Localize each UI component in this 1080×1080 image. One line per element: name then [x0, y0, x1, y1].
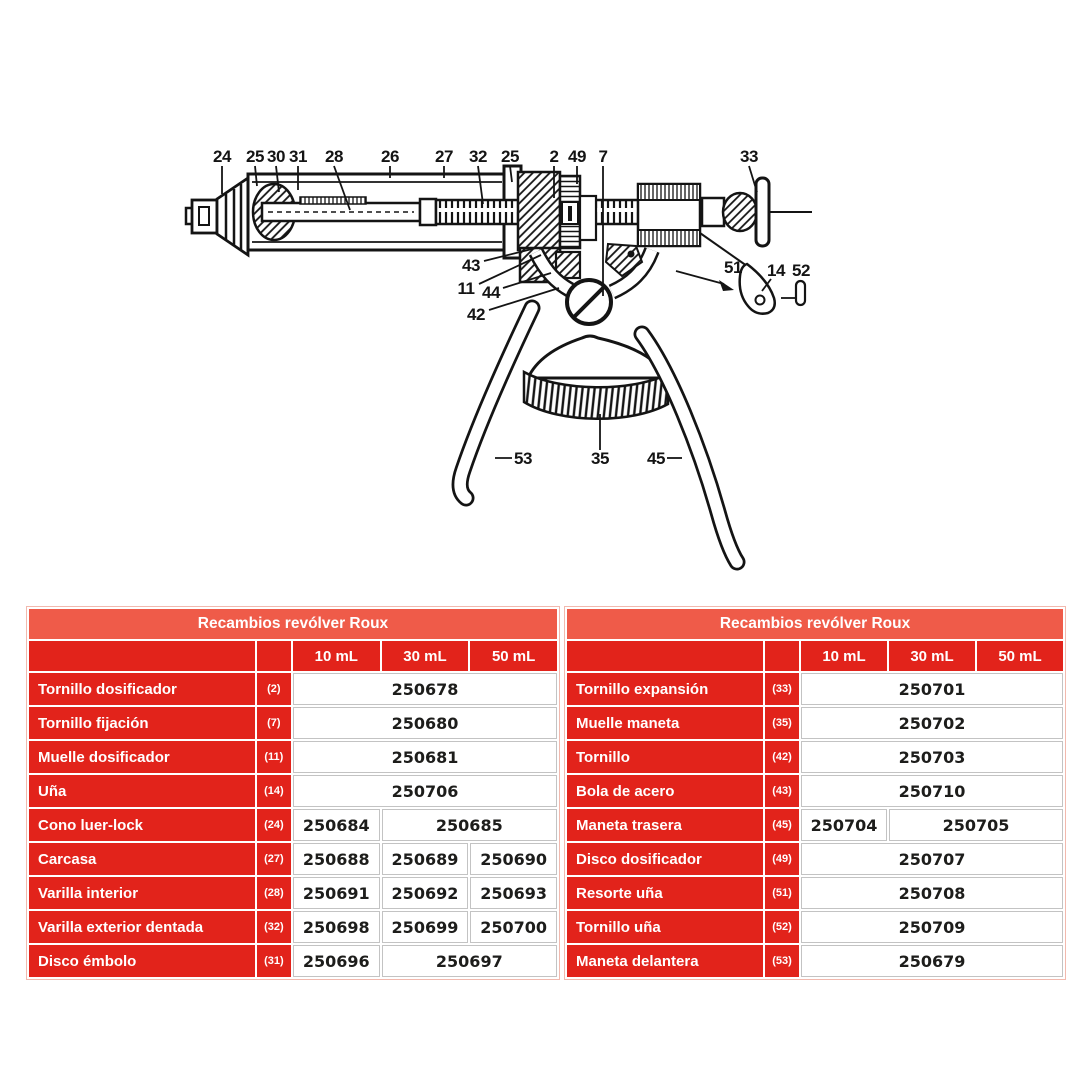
- part-name: Tornillo fijación: [29, 707, 255, 739]
- luer-lock-cone: [186, 178, 248, 255]
- parts-table-left: [26, 606, 560, 980]
- part-code: 250678: [293, 673, 557, 705]
- table-row: [29, 945, 557, 977]
- callout-label: 7: [598, 147, 608, 166]
- pivot-screw: [567, 280, 611, 324]
- part-ref: (42): [765, 741, 799, 773]
- knurled-nut: [638, 184, 700, 246]
- part-code: 250692: [382, 877, 469, 909]
- column-header-50ml: 50 mL: [470, 641, 557, 671]
- table-row: [567, 673, 1063, 705]
- part-code: 250697: [382, 945, 557, 977]
- callout-label: 52: [792, 261, 810, 280]
- part-name: Maneta trasera: [567, 809, 763, 841]
- part-code: 250684: [293, 809, 380, 841]
- part-ref: (53): [765, 945, 799, 977]
- part-code: 250705: [889, 809, 1063, 841]
- part-name: Tornillo expansión: [567, 673, 763, 705]
- callout-label: 11: [457, 279, 475, 298]
- part-code: 250698: [293, 911, 380, 943]
- callout-label: 45: [647, 449, 665, 468]
- table-title: Recambios revólver Roux: [567, 609, 1063, 639]
- part-code: 250707: [801, 843, 1063, 875]
- callout-label: 14: [767, 261, 785, 280]
- part-name: Resorte uña: [567, 877, 763, 909]
- callout-label: 53: [514, 449, 532, 468]
- callout-label: 49: [568, 147, 586, 166]
- table-row: [29, 775, 557, 807]
- expansion-screw-end: [702, 178, 812, 246]
- part-code: 250708: [801, 877, 1063, 909]
- table-row: [567, 707, 1063, 739]
- part-ref: (11): [257, 741, 291, 773]
- callout-label: 25: [501, 147, 519, 166]
- dosing-housing: [518, 172, 596, 282]
- part-ref: (33): [765, 673, 799, 705]
- rear-handle: [642, 334, 737, 562]
- header-name-cell: [29, 641, 255, 671]
- table-row: [29, 673, 557, 705]
- part-ref: (43): [765, 775, 799, 807]
- callout-label: 25: [246, 147, 264, 166]
- part-code: 250690: [470, 843, 557, 875]
- syringe-drawing: [186, 166, 812, 562]
- column-header-10ml: 10 mL: [293, 641, 380, 671]
- header-ref-cell: [257, 641, 291, 671]
- part-ref: (2): [257, 673, 291, 705]
- table-row: [29, 877, 557, 909]
- part-name: Disco dosificador: [567, 843, 763, 875]
- part-name: Varilla interior: [29, 877, 255, 909]
- callout-label: 51: [724, 258, 742, 277]
- part-name: Carcasa: [29, 843, 255, 875]
- part-code: 250681: [293, 741, 557, 773]
- part-code: 250702: [801, 707, 1063, 739]
- callout-label: 31: [289, 147, 307, 166]
- part-code: 250688: [293, 843, 380, 875]
- column-header-10ml: 10 mL: [801, 641, 887, 671]
- part-ref: (27): [257, 843, 291, 875]
- part-ref: (52): [765, 911, 799, 943]
- part-code: 250700: [470, 911, 557, 943]
- column-header-30ml: 30 mL: [382, 641, 469, 671]
- table-row: [567, 877, 1063, 909]
- part-code: 250701: [801, 673, 1063, 705]
- table-row: [567, 911, 1063, 943]
- callout-label: 24: [213, 147, 231, 166]
- part-name: Tornillo dosificador: [29, 673, 255, 705]
- part-ref: (49): [765, 843, 799, 875]
- part-code: 250691: [293, 877, 380, 909]
- column-header-30ml: 30 mL: [889, 641, 975, 671]
- callout-label: 26: [381, 147, 399, 166]
- callout-label: 28: [325, 147, 343, 166]
- front-handle: [460, 308, 532, 498]
- part-ref: (35): [765, 707, 799, 739]
- part-code: 250679: [801, 945, 1063, 977]
- part-code: 250699: [382, 911, 469, 943]
- part-name: Muelle dosificador: [29, 741, 255, 773]
- claw-assembly: [700, 233, 805, 314]
- callout-label: 32: [469, 147, 487, 166]
- part-name: Maneta delantera: [567, 945, 763, 977]
- part-ref: (45): [765, 809, 799, 841]
- part-ref: (32): [257, 911, 291, 943]
- parts-table-right: [564, 606, 1066, 980]
- callout-label: 27: [435, 147, 453, 166]
- part-code: 250685: [382, 809, 557, 841]
- table-row: [567, 809, 1063, 841]
- table-row: [567, 741, 1063, 773]
- callout-label: 44: [482, 283, 500, 302]
- callout-label: 33: [740, 147, 758, 166]
- part-name: Uña: [29, 775, 255, 807]
- part-code: 250709: [801, 911, 1063, 943]
- part-ref: (51): [765, 877, 799, 909]
- part-ref: (7): [257, 707, 291, 739]
- table-row: [29, 809, 557, 841]
- callout-label: 42: [467, 305, 485, 324]
- claw-spring-arrow: [719, 280, 734, 291]
- table-row: [29, 911, 557, 943]
- part-code: 250706: [293, 775, 557, 807]
- table-row: [567, 843, 1063, 875]
- header-name-cell: [567, 641, 763, 671]
- part-name: Tornillo: [567, 741, 763, 773]
- part-code: 250710: [801, 775, 1063, 807]
- part-code: 250696: [293, 945, 380, 977]
- part-name: Disco émbolo: [29, 945, 255, 977]
- table-row: [567, 775, 1063, 807]
- table-row: [29, 707, 557, 739]
- header-ref-cell: [765, 641, 799, 671]
- callout-label: 30: [267, 147, 285, 166]
- table-row: [29, 843, 557, 875]
- part-name: Bola de acero: [567, 775, 763, 807]
- part-code: 250680: [293, 707, 557, 739]
- part-ref: (24): [257, 809, 291, 841]
- column-header-50ml: 50 mL: [977, 641, 1063, 671]
- part-ref: (14): [257, 775, 291, 807]
- callout-label: 43: [462, 256, 480, 275]
- part-code: 250689: [382, 843, 469, 875]
- table-title: Recambios revólver Roux: [29, 609, 557, 639]
- part-name: Cono luer-lock: [29, 809, 255, 841]
- part-code: 250693: [470, 877, 557, 909]
- part-name: Muelle maneta: [567, 707, 763, 739]
- part-name: Tornillo uña: [567, 911, 763, 943]
- callout-label: 2: [549, 147, 559, 166]
- part-code: 250703: [801, 741, 1063, 773]
- part-ref: (31): [257, 945, 291, 977]
- part-name: Varilla exterior dentada: [29, 911, 255, 943]
- table-row: [29, 741, 557, 773]
- part-ref: (28): [257, 877, 291, 909]
- table-row: [567, 945, 1063, 977]
- callout-label: 35: [591, 449, 609, 468]
- part-code: 250704: [801, 809, 887, 841]
